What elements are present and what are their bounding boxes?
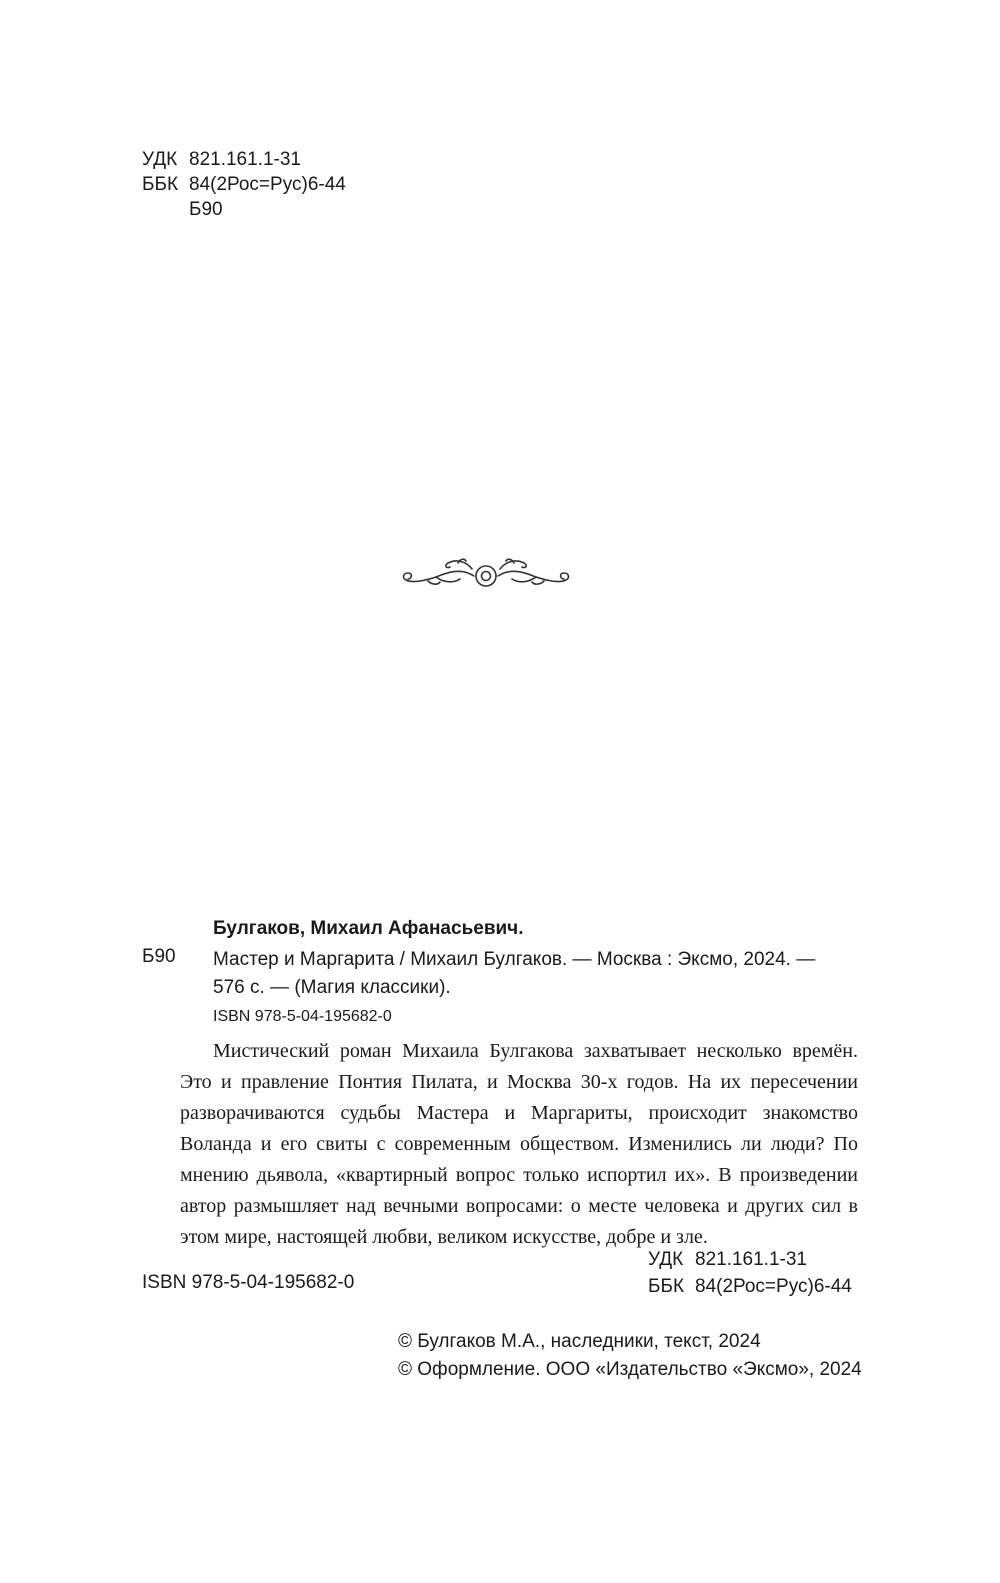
isbn-record: ISBN 978-5-04-195682-0	[213, 1008, 392, 1025]
bibliographic-description	[213, 946, 858, 1002]
bbk-label-bottom: ББК	[648, 1276, 685, 1297]
author-mark: Б90	[189, 199, 223, 220]
bbk-label: ББК	[142, 174, 179, 195]
udk-row-bottom	[648, 1246, 852, 1273]
title-line-2: 576 с. — (Магия классики).	[213, 977, 451, 998]
udk-value-bottom: 821.161.1-31	[695, 1249, 807, 1270]
udk-label: УДК	[142, 149, 178, 170]
annotation-text: Мистический роман Михаила Булгакова захватывает несколько времён. Это и правление Понтия Пилата, и Москва 30-х годов. На их пересечении разворачиваются судьбы Мастера и Маргариты, происходит знакомство Воланда и его свиты с современным обществом. Изменились ли люди? По мнению дьявола, «квартирный вопрос только испортил их». В произведении автор размышляет над вечными вопросами: о месте человека и других сил в этом мире, настоящей любви, великом искусстве, добре и зле.	[180, 1040, 858, 1248]
udk-label-bottom: УДК	[648, 1249, 684, 1270]
copyright-block	[398, 1328, 862, 1384]
copyright-design: © Оформление. ООО «Издательство «Эксмо», 2024	[398, 1359, 862, 1380]
bbk-row	[142, 172, 346, 197]
bbk-value: 84(2Рос=Рус)6-44	[189, 174, 346, 195]
top-classification-codes	[142, 147, 346, 222]
author-heading: Булгаков, Михаил Афанасьевич.	[213, 918, 524, 939]
bbk-value-bottom: 84(2Рос=Рус)6-44	[695, 1276, 852, 1297]
copyright-text: © Булгаков М.А., наследники, текст, 2024	[398, 1331, 761, 1352]
isbn-bottom: ISBN 978-5-04-195682-0	[142, 1272, 355, 1293]
bottom-classification-codes	[648, 1246, 852, 1300]
bbk-row-bottom	[648, 1273, 852, 1300]
annotation	[180, 1036, 858, 1253]
title-line-1: Мастер и Маргарита / Михаил Булгаков. — Москва : Эксмо, 2024. —	[213, 949, 816, 970]
ornament-divider-icon	[400, 553, 572, 595]
udk-value: 821.161.1-31	[189, 149, 301, 170]
udk-row	[142, 147, 346, 172]
author-mark-record: Б90	[142, 946, 176, 967]
